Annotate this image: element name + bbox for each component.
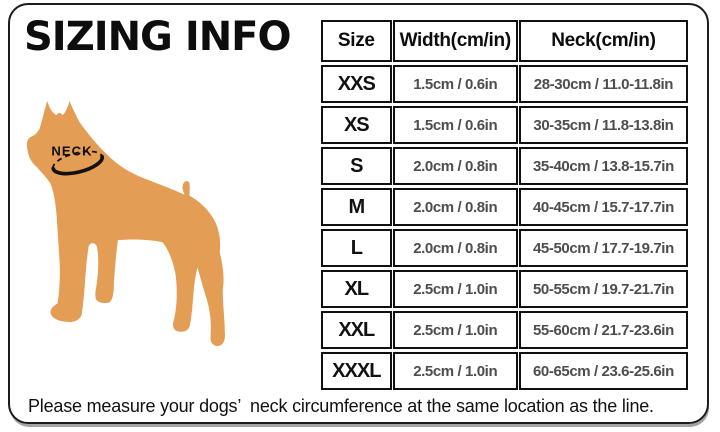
width-cell: 2.5cm / 1.0in: [393, 270, 518, 308]
table-row: [321, 352, 688, 390]
neck-cell: 30-35cm / 11.8-13.8in: [519, 106, 688, 144]
neck-cell: 50-55cm / 19.7-21.7in: [519, 270, 688, 308]
size-cell: XXL: [321, 311, 392, 349]
neck-cell: 28-30cm / 11.0-11.8in: [519, 65, 688, 103]
table-row: [321, 188, 688, 226]
table-row: [321, 229, 688, 267]
width-cell: 2.5cm / 1.0in: [393, 352, 518, 390]
sizing-table: [320, 17, 689, 393]
size-cell: L: [321, 229, 392, 267]
measure-note: Please measure your dogs’ neck circumference at the same location as the line.: [28, 396, 654, 416]
size-cell: XXXL: [321, 352, 392, 390]
width-cell: 2.0cm / 0.8in: [393, 188, 518, 226]
width-cell: 2.5cm / 1.0in: [393, 311, 518, 349]
width-cell: 2.0cm / 0.8in: [393, 147, 518, 185]
header-size: Size: [321, 20, 392, 62]
size-cell: XXS: [321, 65, 392, 103]
size-cell: S: [321, 147, 392, 185]
sizing-table-container: [320, 17, 689, 393]
table-row: [321, 147, 688, 185]
neck-cell: 35-40cm / 13.8-15.7in: [519, 147, 688, 185]
table-row: [321, 311, 688, 349]
size-cell: M: [321, 188, 392, 226]
table-row: [321, 270, 688, 308]
neck-cell: 40-45cm / 15.7-17.7in: [519, 188, 688, 226]
table-header-row: [321, 20, 688, 62]
neck-cell: 45-50cm / 17.7-19.7in: [519, 229, 688, 267]
width-cell: 2.0cm / 0.8in: [393, 229, 518, 267]
size-cell: XL: [321, 270, 392, 308]
header-width: Width(cm/in): [393, 20, 518, 62]
dog-diagram: [25, 98, 227, 352]
neck-cell: 55-60cm / 21.7-23.6in: [519, 311, 688, 349]
size-cell: XS: [321, 106, 392, 144]
dog-silhouette: [27, 101, 225, 346]
dog-diagram-svg: [25, 98, 227, 352]
table-row: [321, 65, 688, 103]
width-cell: 1.5cm / 0.6in: [393, 106, 518, 144]
neck-cell: 60-65cm / 23.6-25.6in: [519, 352, 688, 390]
page-title: SIZING INFO: [24, 14, 291, 60]
width-cell: 1.5cm / 0.6in: [393, 65, 518, 103]
header-neck: Neck(cm/in): [519, 20, 688, 62]
table-row: [321, 106, 688, 144]
neck-label: NECK: [51, 143, 93, 159]
